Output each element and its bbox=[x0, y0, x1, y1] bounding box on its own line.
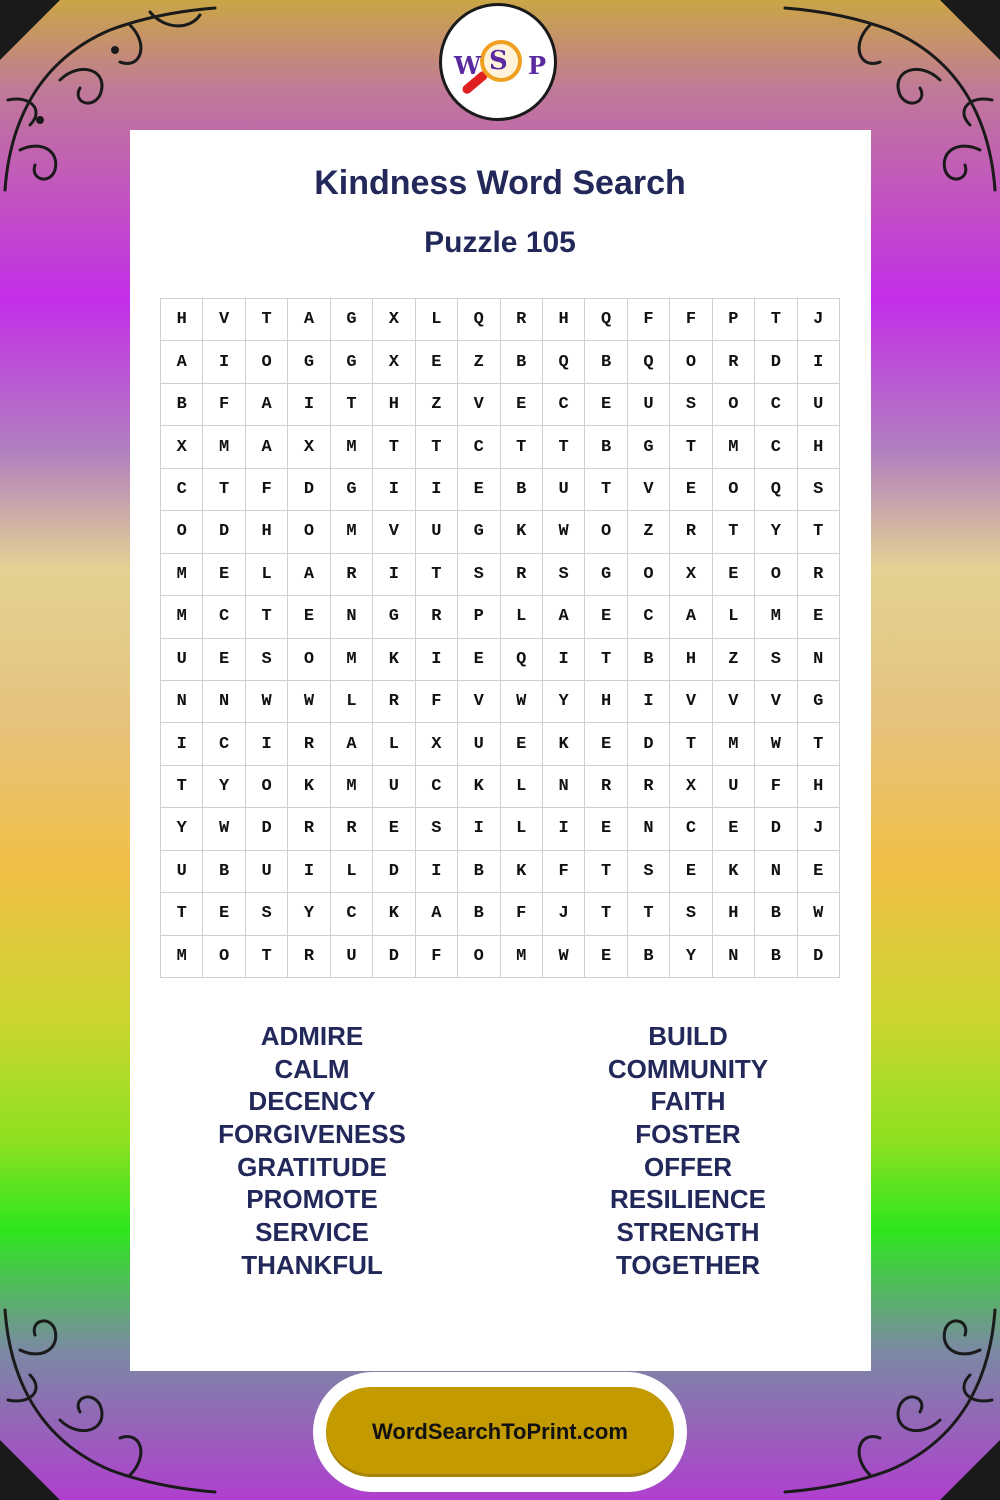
grid-cell[interactable]: T bbox=[203, 469, 245, 511]
grid-cell[interactable]: T bbox=[416, 554, 458, 596]
grid-cell[interactable]: O bbox=[246, 766, 288, 808]
grid-cell[interactable]: S bbox=[670, 893, 712, 935]
grid-cell[interactable]: Z bbox=[628, 511, 670, 553]
grid-cell[interactable]: B bbox=[501, 341, 543, 383]
grid-cell[interactable]: E bbox=[416, 341, 458, 383]
grid-cell[interactable]: G bbox=[798, 681, 840, 723]
grid-cell[interactable]: F bbox=[670, 299, 712, 341]
grid-cell[interactable]: W bbox=[288, 681, 330, 723]
grid-cell[interactable]: F bbox=[416, 681, 458, 723]
grid-cell[interactable]: S bbox=[458, 554, 500, 596]
grid-cell[interactable]: U bbox=[331, 936, 373, 978]
grid-cell[interactable]: R bbox=[670, 511, 712, 553]
grid-cell[interactable]: W bbox=[543, 936, 585, 978]
grid-cell[interactable]: Y bbox=[288, 893, 330, 935]
grid-cell[interactable]: Y bbox=[161, 808, 203, 850]
grid-cell[interactable]: N bbox=[628, 808, 670, 850]
word-list-item: DECENCY bbox=[248, 1086, 376, 1117]
grid-cell[interactable]: G bbox=[331, 469, 373, 511]
grid-cell[interactable]: L bbox=[501, 596, 543, 638]
grid-cell[interactable]: C bbox=[628, 596, 670, 638]
grid-cell[interactable]: V bbox=[628, 469, 670, 511]
grid-cell[interactable]: S bbox=[416, 808, 458, 850]
page-title: Kindness Word Search bbox=[314, 164, 686, 202]
grid-cell[interactable]: F bbox=[755, 766, 797, 808]
logo-letter-s: S bbox=[489, 46, 508, 76]
grid-cell[interactable]: Y bbox=[543, 681, 585, 723]
grid-cell[interactable]: X bbox=[288, 426, 330, 468]
grid-cell[interactable]: H bbox=[373, 384, 415, 426]
grid-cell[interactable]: M bbox=[755, 596, 797, 638]
grid-cell[interactable]: W bbox=[755, 723, 797, 765]
grid-cell[interactable]: E bbox=[501, 723, 543, 765]
grid-cell[interactable]: N bbox=[161, 681, 203, 723]
grid-cell[interactable]: Y bbox=[755, 511, 797, 553]
grid-cell[interactable]: R bbox=[373, 681, 415, 723]
grid-cell[interactable]: R bbox=[288, 808, 330, 850]
grid-cell[interactable]: N bbox=[203, 681, 245, 723]
grid-cell[interactable]: X bbox=[670, 766, 712, 808]
word-list-right bbox=[498, 1020, 878, 1282]
grid-cell[interactable]: H bbox=[585, 681, 627, 723]
grid-cell[interactable]: E bbox=[203, 639, 245, 681]
word-list-item: GRATITUDE bbox=[237, 1151, 387, 1182]
grid-cell[interactable]: E bbox=[203, 893, 245, 935]
grid-cell[interactable]: E bbox=[203, 554, 245, 596]
grid-cell[interactable]: B bbox=[203, 851, 245, 893]
grid-cell[interactable]: D bbox=[755, 808, 797, 850]
grid-cell[interactable]: G bbox=[628, 426, 670, 468]
word-list-item: COMMUNITY bbox=[607, 1053, 769, 1084]
grid-cell[interactable]: C bbox=[755, 384, 797, 426]
grid-cell[interactable]: D bbox=[288, 469, 330, 511]
word-list-item: CALM bbox=[274, 1053, 350, 1084]
word-list-item: PROMOTE bbox=[246, 1184, 378, 1215]
grid-cell[interactable]: E bbox=[585, 384, 627, 426]
grid-cell[interactable]: F bbox=[246, 469, 288, 511]
grid-cell[interactable]: B bbox=[458, 893, 500, 935]
site-logo[interactable] bbox=[439, 3, 557, 121]
grid-cell[interactable]: T bbox=[628, 893, 670, 935]
grid-cell[interactable]: I bbox=[543, 808, 585, 850]
grid-cell[interactable]: A bbox=[246, 426, 288, 468]
grid-cell[interactable]: X bbox=[416, 723, 458, 765]
grid-cell[interactable]: C bbox=[755, 426, 797, 468]
grid-cell[interactable]: M bbox=[331, 639, 373, 681]
grid-cell[interactable]: J bbox=[543, 893, 585, 935]
grid-cell[interactable]: A bbox=[416, 893, 458, 935]
grid-cell[interactable]: I bbox=[416, 851, 458, 893]
grid-cell[interactable]: R bbox=[501, 299, 543, 341]
grid-cell[interactable]: H bbox=[246, 511, 288, 553]
grid-cell[interactable]: V bbox=[755, 681, 797, 723]
grid-cell[interactable]: N bbox=[331, 596, 373, 638]
grid-cell[interactable]: I bbox=[458, 808, 500, 850]
word-list-item: FAITH bbox=[650, 1086, 726, 1117]
grid-cell[interactable]: D bbox=[373, 936, 415, 978]
grid-cell[interactable]: Q bbox=[628, 341, 670, 383]
grid-cell[interactable]: O bbox=[288, 639, 330, 681]
grid-cell[interactable]: E bbox=[585, 596, 627, 638]
grid-cell[interactable]: C bbox=[458, 426, 500, 468]
word-list-item: OFFER bbox=[643, 1151, 733, 1182]
grid-cell[interactable]: M bbox=[501, 936, 543, 978]
grid-cell[interactable]: D bbox=[373, 851, 415, 893]
grid-cell[interactable]: O bbox=[161, 511, 203, 553]
grid-cell[interactable]: B bbox=[161, 384, 203, 426]
grid-cell[interactable]: T bbox=[161, 766, 203, 808]
grid-cell[interactable]: T bbox=[246, 299, 288, 341]
grid-cell[interactable]: W bbox=[501, 681, 543, 723]
puzzle-number: Puzzle 105 bbox=[424, 226, 576, 259]
grid-cell[interactable]: E bbox=[585, 936, 627, 978]
grid-cell[interactable]: E bbox=[798, 851, 840, 893]
grid-cell[interactable]: I bbox=[288, 384, 330, 426]
grid-cell[interactable]: X bbox=[161, 426, 203, 468]
grid-cell[interactable]: L bbox=[416, 299, 458, 341]
grid-cell[interactable]: C bbox=[203, 596, 245, 638]
grid-cell[interactable]: T bbox=[543, 426, 585, 468]
word-list-item: RESILIENCE bbox=[609, 1184, 767, 1215]
grid-cell[interactable]: S bbox=[755, 639, 797, 681]
grid-cell[interactable]: A bbox=[331, 723, 373, 765]
grid-cell[interactable]: E bbox=[585, 723, 627, 765]
grid-cell[interactable]: C bbox=[331, 893, 373, 935]
grid-cell[interactable]: R bbox=[416, 596, 458, 638]
grid-cell[interactable]: Q bbox=[755, 469, 797, 511]
grid-cell[interactable]: C bbox=[416, 766, 458, 808]
grid-cell[interactable]: E bbox=[458, 639, 500, 681]
grid-cell[interactable]: V bbox=[670, 681, 712, 723]
grid-cell[interactable]: O bbox=[458, 936, 500, 978]
grid-cell[interactable]: I bbox=[373, 554, 415, 596]
grid-cell[interactable]: A bbox=[246, 384, 288, 426]
grid-cell[interactable]: A bbox=[543, 596, 585, 638]
grid-cell[interactable]: I bbox=[161, 723, 203, 765]
grid-cell[interactable]: B bbox=[755, 936, 797, 978]
grid-cell[interactable]: L bbox=[501, 766, 543, 808]
grid-cell[interactable]: M bbox=[713, 723, 755, 765]
grid-cell[interactable]: R bbox=[798, 554, 840, 596]
grid-cell[interactable]: L bbox=[331, 681, 373, 723]
letter-grid bbox=[160, 298, 840, 978]
grid-cell[interactable]: H bbox=[670, 639, 712, 681]
grid-cell[interactable]: N bbox=[798, 639, 840, 681]
word-list-item: FORGIVENESS bbox=[218, 1119, 406, 1150]
footer-link-button[interactable] bbox=[326, 1387, 674, 1477]
grid-cell[interactable]: O bbox=[670, 341, 712, 383]
word-list-item: TOGETHER bbox=[616, 1249, 760, 1280]
grid-cell[interactable]: B bbox=[585, 426, 627, 468]
grid-cell[interactable]: E bbox=[670, 851, 712, 893]
grid-cell[interactable]: U bbox=[373, 766, 415, 808]
grid-cell[interactable]: U bbox=[798, 384, 840, 426]
grid-cell[interactable]: R bbox=[331, 554, 373, 596]
grid-cell[interactable]: V bbox=[713, 681, 755, 723]
grid-cell[interactable]: L bbox=[331, 851, 373, 893]
grid-cell[interactable]: B bbox=[458, 851, 500, 893]
grid-cell[interactable]: R bbox=[288, 936, 330, 978]
grid-cell[interactable]: K bbox=[501, 851, 543, 893]
grid-cell[interactable]: G bbox=[458, 511, 500, 553]
grid-cell[interactable]: O bbox=[628, 554, 670, 596]
grid-cell[interactable]: W bbox=[798, 893, 840, 935]
grid-cell[interactable]: E bbox=[713, 554, 755, 596]
grid-cell[interactable]: S bbox=[628, 851, 670, 893]
grid-cell[interactable]: T bbox=[161, 893, 203, 935]
grid-cell[interactable]: A bbox=[288, 299, 330, 341]
grid-cell[interactable]: U bbox=[246, 851, 288, 893]
grid-cell[interactable]: D bbox=[798, 936, 840, 978]
grid-cell[interactable]: W bbox=[543, 511, 585, 553]
grid-cell[interactable]: R bbox=[288, 723, 330, 765]
grid-cell[interactable]: J bbox=[798, 299, 840, 341]
grid-cell[interactable]: E bbox=[458, 469, 500, 511]
grid-cell[interactable]: G bbox=[331, 299, 373, 341]
grid-cell[interactable]: G bbox=[585, 554, 627, 596]
grid-cell[interactable]: O bbox=[585, 511, 627, 553]
grid-cell[interactable]: E bbox=[670, 469, 712, 511]
grid-cell[interactable]: P bbox=[713, 299, 755, 341]
grid-cell[interactable]: U bbox=[458, 723, 500, 765]
grid-cell[interactable]: R bbox=[501, 554, 543, 596]
grid-cell[interactable]: G bbox=[373, 596, 415, 638]
grid-cell[interactable]: B bbox=[755, 893, 797, 935]
grid-cell[interactable]: O bbox=[713, 469, 755, 511]
grid-cell[interactable]: P bbox=[458, 596, 500, 638]
grid-cell[interactable]: L bbox=[246, 554, 288, 596]
grid-cell[interactable]: E bbox=[585, 808, 627, 850]
grid-cell[interactable]: T bbox=[670, 723, 712, 765]
grid-cell[interactable]: M bbox=[331, 511, 373, 553]
grid-cell[interactable]: E bbox=[373, 808, 415, 850]
grid-cell[interactable]: H bbox=[543, 299, 585, 341]
grid-cell[interactable]: N bbox=[543, 766, 585, 808]
grid-cell[interactable]: D bbox=[246, 808, 288, 850]
grid-cell[interactable]: B bbox=[585, 341, 627, 383]
grid-cell[interactable]: Z bbox=[458, 341, 500, 383]
grid-cell[interactable]: T bbox=[798, 511, 840, 553]
grid-cell[interactable]: Y bbox=[203, 766, 245, 808]
grid-cell[interactable]: I bbox=[416, 639, 458, 681]
grid-cell[interactable]: N bbox=[755, 851, 797, 893]
grid-cell[interactable]: I bbox=[203, 341, 245, 383]
grid-cell[interactable]: M bbox=[161, 554, 203, 596]
grid-cell[interactable]: J bbox=[798, 808, 840, 850]
grid-cell[interactable]: B bbox=[501, 469, 543, 511]
grid-cell[interactable]: M bbox=[331, 426, 373, 468]
word-list-item: SERVICE bbox=[255, 1217, 369, 1248]
grid-cell[interactable]: U bbox=[416, 511, 458, 553]
grid-cell[interactable]: D bbox=[628, 723, 670, 765]
grid-cell[interactable]: M bbox=[161, 936, 203, 978]
grid-cell[interactable]: B bbox=[628, 639, 670, 681]
grid-cell[interactable]: K bbox=[458, 766, 500, 808]
grid-cell[interactable]: A bbox=[161, 341, 203, 383]
grid-cell[interactable]: O bbox=[713, 384, 755, 426]
grid-cell[interactable]: X bbox=[373, 341, 415, 383]
grid-cell[interactable]: K bbox=[373, 893, 415, 935]
grid-cell[interactable]: V bbox=[373, 511, 415, 553]
grid-cell[interactable]: M bbox=[331, 766, 373, 808]
grid-cell[interactable]: E bbox=[798, 596, 840, 638]
grid-cell[interactable]: R bbox=[585, 766, 627, 808]
grid-cell[interactable]: K bbox=[373, 639, 415, 681]
grid-cell[interactable]: D bbox=[203, 511, 245, 553]
word-list-item: FOSTER bbox=[635, 1119, 741, 1150]
grid-cell[interactable]: Q bbox=[501, 639, 543, 681]
grid-cell[interactable]: I bbox=[628, 681, 670, 723]
grid-cell[interactable]: M bbox=[713, 426, 755, 468]
grid-cell[interactable]: I bbox=[246, 723, 288, 765]
grid-cell[interactable]: V bbox=[203, 299, 245, 341]
grid-cell[interactable]: C bbox=[161, 469, 203, 511]
grid-cell[interactable]: K bbox=[501, 511, 543, 553]
grid-cell[interactable]: U bbox=[543, 469, 585, 511]
grid-cell[interactable]: Q bbox=[585, 299, 627, 341]
grid-cell[interactable]: B bbox=[628, 936, 670, 978]
grid-cell[interactable]: U bbox=[628, 384, 670, 426]
grid-cell[interactable]: K bbox=[713, 851, 755, 893]
grid-cell[interactable]: K bbox=[543, 723, 585, 765]
grid-cell[interactable]: Y bbox=[670, 936, 712, 978]
grid-cell[interactable]: K bbox=[288, 766, 330, 808]
grid-cell[interactable]: F bbox=[416, 936, 458, 978]
grid-cell[interactable]: R bbox=[713, 341, 755, 383]
grid-cell[interactable]: L bbox=[713, 596, 755, 638]
grid-cell[interactable]: G bbox=[288, 341, 330, 383]
grid-cell[interactable]: T bbox=[585, 469, 627, 511]
grid-cell[interactable]: A bbox=[670, 596, 712, 638]
grid-cell[interactable]: T bbox=[670, 426, 712, 468]
grid-cell[interactable]: T bbox=[755, 299, 797, 341]
grid-cell[interactable]: I bbox=[373, 469, 415, 511]
grid-cell[interactable]: R bbox=[628, 766, 670, 808]
grid-cell[interactable]: V bbox=[458, 384, 500, 426]
grid-cell[interactable]: E bbox=[288, 596, 330, 638]
grid-cell[interactable]: T bbox=[246, 936, 288, 978]
grid-cell[interactable]: T bbox=[585, 893, 627, 935]
grid-cell[interactable]: F bbox=[501, 893, 543, 935]
grid-cell[interactable]: T bbox=[585, 851, 627, 893]
grid-cell[interactable]: H bbox=[798, 766, 840, 808]
grid-cell[interactable]: H bbox=[161, 299, 203, 341]
grid-cell[interactable]: R bbox=[331, 808, 373, 850]
grid-cell[interactable]: S bbox=[246, 893, 288, 935]
grid-cell[interactable]: Q bbox=[543, 341, 585, 383]
grid-cell[interactable]: T bbox=[246, 596, 288, 638]
word-list-item: THANKFUL bbox=[241, 1249, 383, 1280]
grid-cell[interactable]: Z bbox=[416, 384, 458, 426]
grid-cell[interactable]: M bbox=[161, 596, 203, 638]
grid-cell[interactable]: T bbox=[798, 723, 840, 765]
grid-cell[interactable]: L bbox=[373, 723, 415, 765]
grid-cell[interactable]: S bbox=[246, 639, 288, 681]
grid-cell[interactable]: M bbox=[203, 426, 245, 468]
grid-cell[interactable]: T bbox=[501, 426, 543, 468]
grid-cell[interactable]: H bbox=[713, 893, 755, 935]
grid-cell[interactable]: Q bbox=[458, 299, 500, 341]
logo-letter-p: P bbox=[528, 51, 547, 80]
grid-cell[interactable]: C bbox=[543, 384, 585, 426]
grid-cell[interactable]: T bbox=[585, 639, 627, 681]
grid-cell[interactable]: C bbox=[670, 808, 712, 850]
grid-cell[interactable]: X bbox=[373, 299, 415, 341]
grid-cell[interactable]: W bbox=[203, 808, 245, 850]
grid-cell[interactable]: S bbox=[543, 554, 585, 596]
grid-cell[interactable]: I bbox=[543, 639, 585, 681]
grid-cell[interactable]: W bbox=[246, 681, 288, 723]
grid-cell[interactable]: F bbox=[628, 299, 670, 341]
grid-cell[interactable]: U bbox=[713, 766, 755, 808]
grid-cell[interactable]: I bbox=[288, 851, 330, 893]
grid-cell[interactable]: X bbox=[670, 554, 712, 596]
grid-cell[interactable]: V bbox=[458, 681, 500, 723]
grid-cell[interactable]: U bbox=[161, 851, 203, 893]
word-list-item: STRENGTH bbox=[616, 1217, 760, 1248]
grid-cell[interactable]: S bbox=[670, 384, 712, 426]
grid-cell[interactable]: G bbox=[331, 341, 373, 383]
grid-cell[interactable]: I bbox=[416, 469, 458, 511]
grid-cell[interactable]: O bbox=[246, 341, 288, 383]
grid-cell[interactable]: O bbox=[755, 554, 797, 596]
grid-cell[interactable]: O bbox=[203, 936, 245, 978]
grid-cell[interactable]: D bbox=[755, 341, 797, 383]
grid-cell[interactable]: T bbox=[713, 511, 755, 553]
grid-cell[interactable]: I bbox=[798, 341, 840, 383]
grid-cell[interactable]: Z bbox=[713, 639, 755, 681]
grid-cell[interactable]: T bbox=[373, 426, 415, 468]
footer-link-text: WordSearchToPrint.com bbox=[372, 1419, 628, 1444]
grid-cell[interactable]: O bbox=[288, 511, 330, 553]
grid-cell[interactable]: N bbox=[713, 936, 755, 978]
grid-cell[interactable]: F bbox=[543, 851, 585, 893]
word-list-item: ADMIRE bbox=[260, 1021, 364, 1051]
grid-cell[interactable]: C bbox=[203, 723, 245, 765]
grid-cell[interactable]: T bbox=[416, 426, 458, 468]
grid-cell[interactable]: U bbox=[161, 639, 203, 681]
grid-cell[interactable]: E bbox=[713, 808, 755, 850]
grid-cell[interactable]: H bbox=[798, 426, 840, 468]
word-list-item: BUILD bbox=[648, 1021, 728, 1051]
grid-cell[interactable]: A bbox=[288, 554, 330, 596]
grid-cell[interactable]: E bbox=[501, 384, 543, 426]
grid-cell[interactable]: T bbox=[331, 384, 373, 426]
grid-cell[interactable]: F bbox=[203, 384, 245, 426]
grid-cell[interactable]: L bbox=[501, 808, 543, 850]
word-list-left bbox=[122, 1020, 502, 1282]
grid-cell[interactable]: S bbox=[798, 469, 840, 511]
logo-letter-w: W bbox=[454, 51, 481, 80]
